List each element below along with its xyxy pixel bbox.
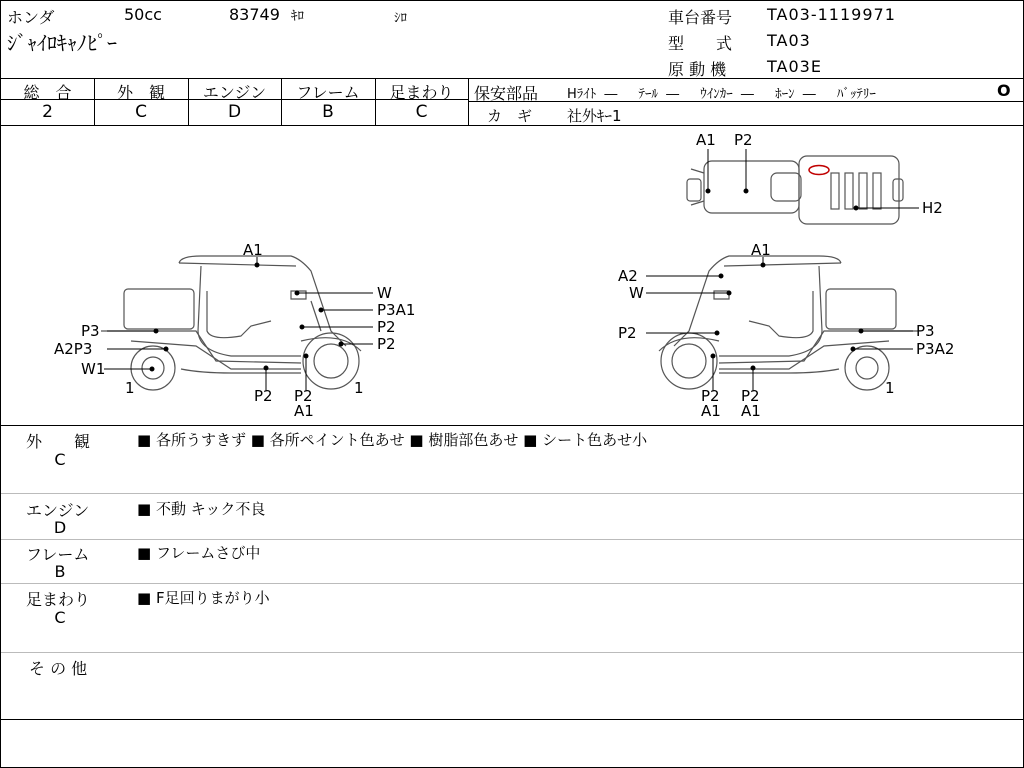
- scooter-diagram: [1, 126, 1023, 424]
- note-frame-label: フレーム: [26, 545, 90, 564]
- diagram-label: H2: [922, 199, 943, 217]
- diagram-label: W: [629, 284, 644, 302]
- engine-label: 原 動 機: [668, 60, 727, 79]
- note-exterior-grade: C: [54, 450, 66, 469]
- diagram-label: A2: [618, 267, 638, 285]
- diagram-label: A1: [696, 131, 716, 149]
- note-suspension-label: 足まわり: [26, 590, 91, 609]
- note-frame-text: ■ フレームさび中: [137, 544, 261, 562]
- divider: [1, 493, 1023, 494]
- safety-items: Hﾗｲﾄ ― ﾃｰﾙ ― ｳｲﾝｶｰ ― ﾎｰﾝ ― ﾊﾞｯﾃﾘｰ: [567, 87, 876, 102]
- grade-overall-label: 総 合: [23, 83, 72, 102]
- diagram-label: P3A2: [916, 340, 955, 358]
- battery-mark: O: [997, 81, 1011, 100]
- diagram-label: P3: [81, 322, 100, 340]
- diagram-label: A1: [741, 402, 761, 420]
- grade-frame-label: フレーム: [296, 83, 360, 102]
- note-suspension-grade: C: [54, 608, 66, 627]
- note-engine-text: ■ 不動 キック不良: [137, 500, 266, 518]
- note-frame-grade: B: [54, 562, 66, 581]
- diagram-label: A1: [294, 402, 314, 420]
- note-other-label: そ の 他: [29, 659, 88, 678]
- note-exterior-text: ■ 各所うすきず ■ 各所ペイント色あせ ■ 樹脂部色あせ ■ シート色あせ小: [137, 431, 648, 449]
- type-label: 型 式: [668, 34, 733, 53]
- chassis-number: TA03-1119971: [767, 5, 896, 24]
- divider: [1, 539, 1023, 540]
- scooter-left-view: [101, 256, 361, 390]
- diagram-label: P2: [618, 324, 637, 342]
- diagram-label: 1: [354, 379, 364, 397]
- diagram-label: P2: [377, 335, 396, 353]
- divider: [468, 78, 469, 125]
- grade-frame-value: B: [322, 102, 334, 122]
- diagram-label: A1: [751, 241, 771, 259]
- safety-label: 保安部品: [474, 84, 539, 103]
- diagram-label: P2: [254, 387, 273, 405]
- diagram-label: P2: [741, 387, 760, 405]
- mileage-unit: ｷﾛ: [291, 9, 304, 24]
- diagram-label: P2: [701, 387, 720, 405]
- diagram-label: A1: [243, 241, 263, 259]
- type-value: TA03: [767, 31, 811, 50]
- grade-exterior-label: 外 観: [116, 83, 165, 102]
- grade-engine-value: D: [227, 102, 242, 122]
- note-exterior-label: 外 観: [26, 432, 91, 451]
- mileage-value: 83749: [229, 5, 280, 24]
- model-name: ｼﾞｬｲﾛｷｬﾉﾋﾟｰ: [7, 31, 117, 55]
- diagram-label: A2P3: [54, 340, 93, 358]
- grade-overall-value: 2: [42, 102, 53, 122]
- divider: [1, 583, 1023, 584]
- maker-name: ホンダ: [7, 8, 55, 27]
- diagram-label: P2: [377, 318, 396, 336]
- diagram-label: W1: [81, 360, 106, 378]
- key-label: カ ギ: [487, 107, 533, 125]
- body-color: ｼﾛ: [394, 11, 407, 26]
- damage-mark: [809, 166, 829, 175]
- mileage: [229, 5, 304, 24]
- diagram-label: P2: [734, 131, 753, 149]
- grade-suspension-value: C: [415, 102, 428, 122]
- key-value: 社外ｷｰ1: [567, 107, 622, 125]
- divider: [1, 78, 1023, 79]
- divider: [1, 425, 1023, 426]
- diagram-label: 1: [125, 379, 135, 397]
- diagram-label: 1: [885, 379, 895, 397]
- chassis-label: 車台番号: [668, 8, 733, 27]
- grade-engine-label: エンジン: [202, 83, 267, 102]
- note-engine-label: エンジン: [26, 501, 90, 520]
- diagram-label: A1: [701, 402, 721, 420]
- note-suspension-text: ■ F足回りまがり小: [137, 589, 270, 607]
- diagram-label: P2: [294, 387, 313, 405]
- note-engine-grade: D: [53, 518, 67, 537]
- diagram-label: P3: [916, 322, 935, 340]
- displacement: 50cc: [124, 5, 162, 24]
- divider: [1, 719, 1023, 720]
- grade-suspension-label: 足まわり: [389, 83, 454, 102]
- diagram-label: P3A1: [377, 301, 416, 319]
- scooter-top-view: [687, 156, 903, 224]
- engine-value: TA03E: [767, 57, 822, 76]
- grade-exterior-value: C: [135, 102, 147, 122]
- divider: [1, 652, 1023, 653]
- diagram-label: W: [377, 284, 392, 302]
